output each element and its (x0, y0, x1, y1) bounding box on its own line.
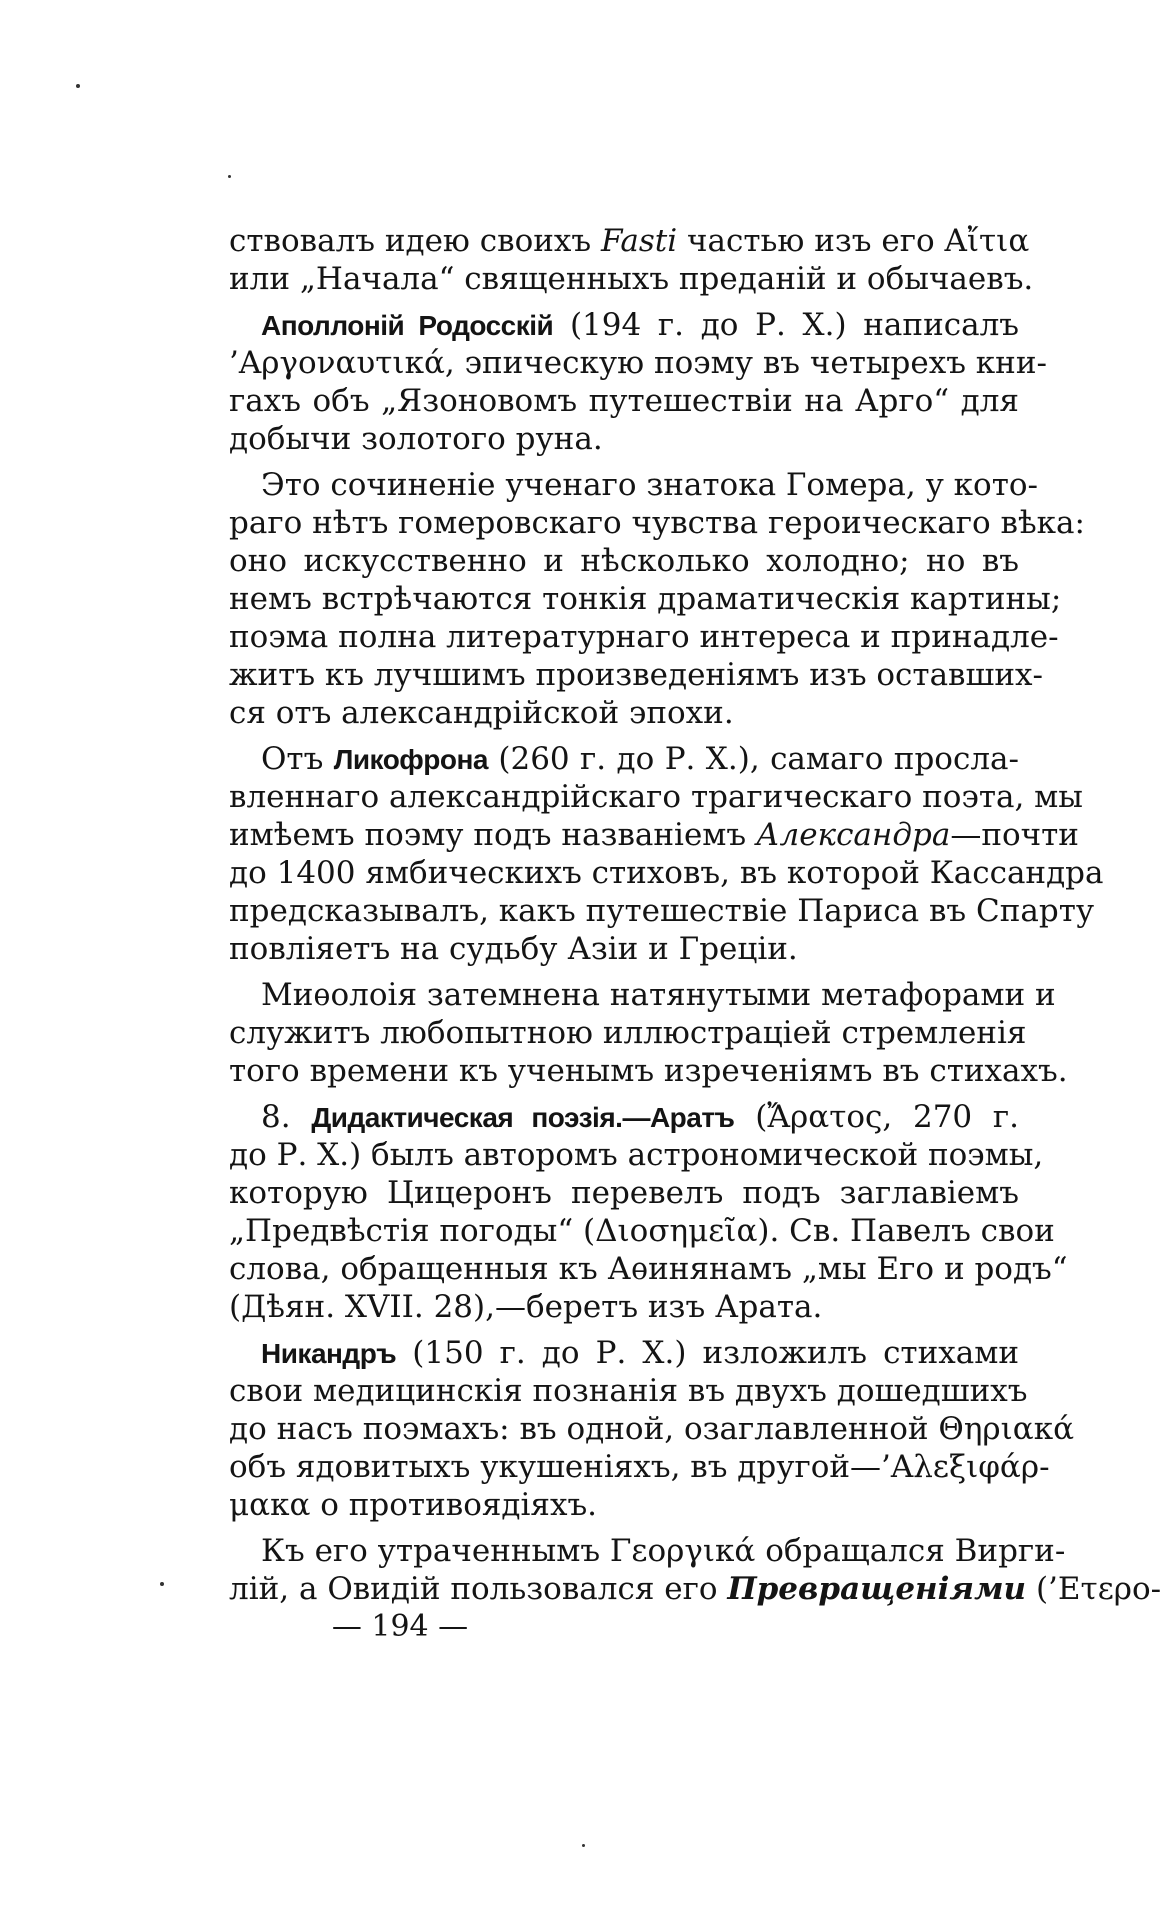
paragraph-gap (229, 1524, 1019, 1532)
text-run: (260 г. до Р. Х.), самаго просла- (488, 741, 1019, 777)
paragraph-gap (229, 298, 1019, 306)
text-line (229, 1052, 1068, 1090)
text-run: Отъ (261, 741, 334, 777)
text-run: вленнаго александрійскаго трагическаго поэта, мы (229, 779, 1083, 815)
text-run: слова, обращенныя къ Аѳинянамъ „мы Его и родъ“ (229, 1251, 1068, 1287)
text-line (229, 778, 1083, 816)
text-run: (194 г. до Р. Х.) написалъ (553, 307, 1019, 343)
text-line (229, 976, 1056, 1014)
text-run: житъ къ лучшимъ произведеніямъ изъ оставших- (229, 657, 1043, 693)
text-run: или „Начала“ священныхъ преданій и обычаевъ. (229, 261, 1034, 297)
text-line (229, 1212, 1055, 1250)
text-line (229, 222, 1030, 260)
text-line (229, 1532, 1066, 1570)
text-line (229, 420, 1019, 458)
text-run: (150 г. до Р. Х.) изложилъ стихами (396, 1335, 1019, 1371)
emphasized-text: Ликофрона (333, 744, 488, 775)
text-run: „Предвѣстія погоды“ (Διοσημεῖα). Св. Павелъ свои (229, 1213, 1055, 1249)
text-line (229, 306, 1019, 344)
text-run: частью изъ его Αἴτια (677, 223, 1030, 259)
text-run: раго нѣтъ гомеровскаго чувства героическаго вѣка: (229, 505, 1085, 541)
text-line (229, 816, 1079, 854)
text-run: служитъ любопытною иллюстраціей стремленія (229, 1015, 1027, 1051)
text-run: объ ядовитыхъ укушеніяхъ, въ другой—’Αλεξιφάρ- (229, 1449, 1050, 1485)
text-line (229, 344, 1047, 382)
text-line (229, 1174, 1019, 1212)
text-run: до Р. Х.) былъ авторомъ астрономической поэмы, (229, 1137, 1044, 1173)
text-run: до 1400 ямбическихъ стиховъ, въ которой Кассандра (229, 855, 1104, 891)
text-run: добычи золотого руна. (229, 421, 603, 457)
emphasized-text: Превращеніями (727, 1571, 1027, 1607)
text-line (229, 1136, 1044, 1174)
page-number: — 194 — (331, 1609, 469, 1644)
text-line (229, 656, 1043, 694)
text-run: (Дѣян. XVII. 28),—беретъ изъ Арата. (229, 1289, 823, 1325)
text-line (229, 1250, 1068, 1288)
text-run: поэма полна литературнаго интереса и принадле- (229, 619, 1059, 655)
emphasized-text: Никандръ (261, 1338, 397, 1369)
text-line (229, 580, 1062, 618)
text-line (229, 1334, 1019, 1372)
scan-speck (228, 175, 231, 178)
text-run: оно искусственно и нѣсколько холодно; но въ (229, 543, 1019, 579)
paragraph-gap (229, 968, 1019, 976)
text-run: —почти (950, 817, 1079, 853)
text-line (229, 1372, 1028, 1410)
text-run: до насъ поэмахъ: въ одной, озаглавленной Θηριακά (229, 1411, 1075, 1447)
text-line (229, 1288, 1019, 1326)
text-run: (Ἄρατος, 270 г. (734, 1099, 1019, 1135)
text-run: имѣемъ поэму подъ названіемъ (229, 817, 756, 853)
paragraph-gap (229, 732, 1019, 740)
text-run: того времени къ ученымъ изреченіямъ въ стихахъ. (229, 1053, 1068, 1089)
text-line (229, 466, 1039, 504)
scan-speck (160, 1582, 164, 1586)
text-run: ся отъ александрійской эпохи. (229, 695, 734, 731)
text-run: свои медицинскія познанія въ двухъ дошедшихъ (229, 1373, 1028, 1409)
text-line (229, 1448, 1050, 1486)
emphasized-text: Александра (756, 817, 951, 853)
text-run: μακα о противоядіяхъ. (229, 1487, 598, 1523)
emphasized-text: Аполлоній Родосскій (261, 310, 554, 341)
text-run: лій, а Овидій пользовался его (229, 1571, 728, 1607)
text-run: которую Цицеронъ перевелъ подъ заглавіемъ (229, 1175, 1019, 1211)
text-run: немъ встрѣчаются тонкія драматическія картины; (229, 581, 1062, 617)
text-line (229, 382, 1019, 420)
text-line (229, 1410, 1075, 1448)
text-line (229, 892, 1095, 930)
body-text (229, 222, 1161, 1608)
emphasized-text: Fasti (600, 223, 678, 259)
text-line (229, 260, 1034, 298)
paragraph-gap (229, 1326, 1019, 1334)
emphasized-text: Дидактическая поэзія.—Аратъ (311, 1102, 735, 1133)
text-run: Къ его утраченнымъ Γεοργικά обращался Вирги- (261, 1533, 1066, 1569)
scan-speck (582, 1844, 585, 1847)
text-line (229, 930, 1019, 968)
text-run: гахъ объ „Язоновомъ путешествіи на Арго“ для (229, 383, 1019, 419)
text-run: Это сочиненіе ученаго знатока Гомера, у кото- (261, 467, 1039, 503)
text-line (229, 542, 1019, 580)
text-run: повліяетъ на судьбу Азіи и Греціи. (229, 931, 798, 967)
scan-speck (76, 84, 80, 88)
text-line (229, 1486, 1019, 1524)
text-line (229, 1570, 1161, 1608)
paragraph-gap (229, 1090, 1019, 1098)
text-line (229, 1098, 1019, 1136)
text-run: Миѳолоія затемнена натянутыми метафорами и (261, 977, 1056, 1013)
text-run: предсказывалъ, какъ путешествіе Париса въ Спарту (229, 893, 1095, 929)
text-line (229, 1014, 1027, 1052)
text-run: ’Αργοναυτικά, эпическую поэму въ четырехъ кни- (229, 345, 1047, 381)
text-run: (’Ετερο- (1026, 1571, 1161, 1607)
text-run: ствовалъ идею своихъ (229, 223, 601, 259)
text-line (229, 618, 1059, 656)
text-line (229, 854, 1104, 892)
text-line (229, 504, 1085, 542)
text-line (229, 694, 1019, 732)
paragraph-gap (229, 458, 1019, 466)
text-line (229, 740, 1019, 778)
text-run: 8. (261, 1099, 312, 1135)
